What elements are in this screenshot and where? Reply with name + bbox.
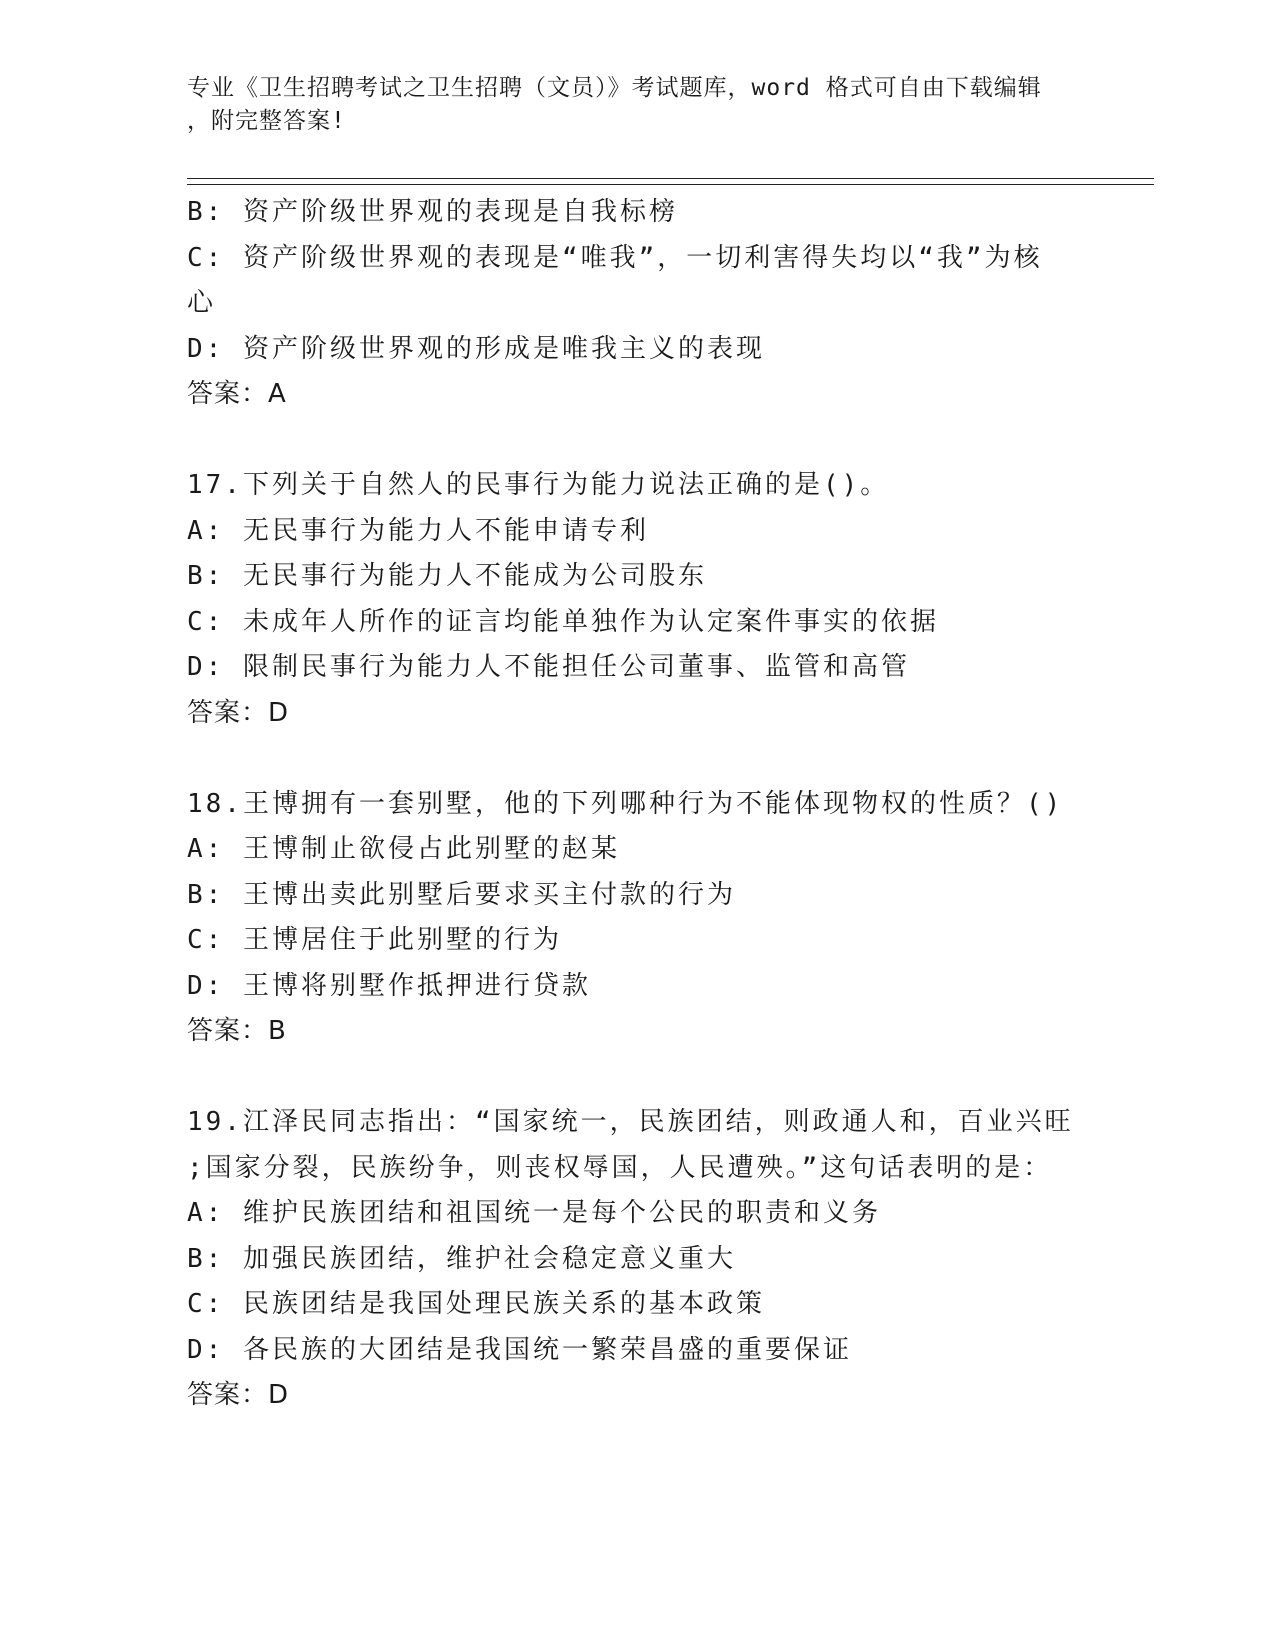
header-line-2: ，附完整答案! bbox=[187, 108, 346, 134]
answer-label: 答案：D bbox=[187, 697, 290, 728]
question-stem-line-1: 19.江泽民同志指出：“国家统一，民族团结，则政通人和，百业兴旺 bbox=[187, 1107, 1074, 1137]
answer-label: 答案：D bbox=[187, 1380, 290, 1410]
spacer bbox=[187, 418, 1087, 464]
question-stem-line-2: ;国家分裂，民族纷争，则丧权辱国，人民遭殃。”这句话表明的是： bbox=[187, 1152, 1053, 1183]
option-b: B: 资产阶级世界观的表现是自我标榜 bbox=[187, 197, 678, 227]
answer-label: 答案：A bbox=[187, 379, 287, 409]
option-a: A: 维护民族团结和祖国统一是每个公民的职责和义务 bbox=[187, 1198, 881, 1228]
question-19 bbox=[187, 1100, 1087, 1419]
question-17 bbox=[187, 463, 1087, 736]
option-c: C: 资产阶级世界观的表现是“唯我”，一切利害得失均以“我”为核 bbox=[187, 242, 1043, 273]
question-18 bbox=[187, 782, 1087, 1055]
option-c-wrap: 心 bbox=[187, 288, 217, 318]
question-list bbox=[187, 190, 1087, 1419]
option-b: B: 加强民族团结，维护社会稳定意义重大 bbox=[187, 1243, 736, 1274]
option-d: D: 资产阶级世界观的形成是唯我主义的表现 bbox=[187, 333, 765, 364]
option-c: C: 王博居住于此别墅的行为 bbox=[187, 925, 562, 955]
header-divider-bottom bbox=[187, 184, 1154, 185]
option-d: D: 限制民事行为能力人不能担任公司董事、监管和高管 bbox=[187, 652, 910, 682]
option-b: B: 无民事行为能力人不能成为公司股东 bbox=[187, 561, 707, 591]
question-16-continuation bbox=[187, 190, 1087, 418]
spacer bbox=[187, 1055, 1087, 1101]
header-divider-top bbox=[187, 178, 1154, 179]
option-c: C: 民族团结是我国处理民族关系的基本政策 bbox=[187, 1289, 765, 1319]
header-line-1: 专业《卫生招聘考试之卫生招聘（文员）》考试题库，word 格式可自由下载编辑 bbox=[187, 75, 1042, 101]
option-d: D: 王博将别墅作抵押进行贷款 bbox=[187, 970, 591, 1001]
option-a: A: 无民事行为能力人不能申请专利 bbox=[187, 515, 649, 546]
spacer bbox=[187, 736, 1087, 782]
option-b: B: 王博出卖此别墅后要求买主付款的行为 bbox=[187, 879, 736, 910]
question-stem: 18.王博拥有一套别墅，他的下列哪种行为不能体现物权的性质？() bbox=[187, 788, 1064, 819]
option-a: A: 王博制止欲侵占此别墅的赵某 bbox=[187, 834, 620, 864]
question-stem: 17.下列关于自然人的民事行为能力说法正确的是()。 bbox=[187, 470, 890, 500]
option-d: D: 各民族的大团结是我国统一繁荣昌盛的重要保证 bbox=[187, 1334, 852, 1365]
document-header bbox=[187, 72, 1087, 138]
option-c: C: 未成年人所作的证言均能单独作为认定案件事实的依据 bbox=[187, 606, 939, 637]
answer-label: 答案：B bbox=[187, 1016, 287, 1046]
